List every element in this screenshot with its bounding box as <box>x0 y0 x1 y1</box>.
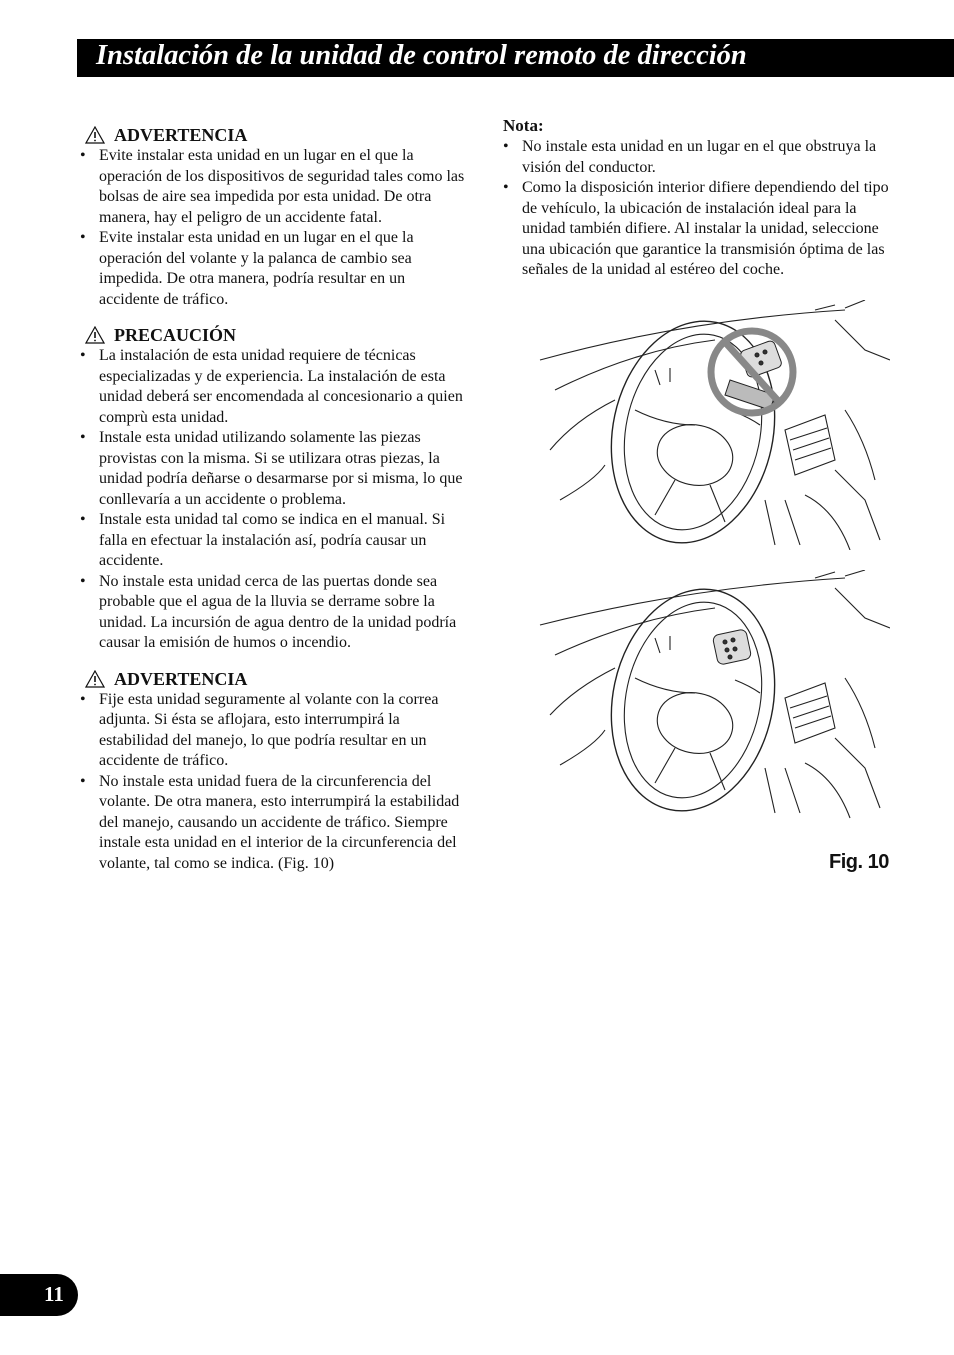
steering-wheel-incorrect-mount-illustration <box>535 300 890 550</box>
list-item: • Instale esta unidad utilizando solamente las piezas provistas con la misma. Si se utilizara otras piezas, la unidad podría deñarse o desarmarse por si misma, lo que conllevaría a un accidente o problema. <box>80 428 468 510</box>
page-number-tab <box>0 1274 78 1316</box>
list-item: • Fije esta unidad seguramente al volante con la correa adjunta. Si ésta se aflojara, esto interrumpirá la estabilidad del manejo, lo que podría resultar en un accidente de tráfico. <box>80 690 468 772</box>
warning-triangle-icon <box>85 326 105 344</box>
page-number: 11 <box>44 1282 64 1306</box>
section-advertencia-2 <box>80 668 468 875</box>
section-heading: ADVERTENCIA <box>114 125 248 145</box>
list-item: • No instale esta unidad en un lugar en el que obstruya la visión del conductor. <box>503 137 893 178</box>
list-item: • No instale esta unidad cerca de las puertas donde sea probable que el agua de la lluvia se derrame sobre la unidad. La incursión de agua dentro de la unidad podría causar la emisión de humos o incendio. <box>80 572 468 654</box>
list-item: • Como la disposición interior difiere dependiendo del tipo de vehículo, la ubicación de instalación ideal para la unidad también difiere. Al instalar la unidad, seleccione una ubicación que garantice la transmisión óptima de las señales de la unidad al estéreo del coche. <box>503 178 893 281</box>
right-column <box>503 116 893 281</box>
nota-title: Nota: <box>503 116 544 135</box>
list-item: • La instalación de esta unidad requiere de técnicas especializadas y de experiencia. La instalación de esta unidad deberá ser encomendada al concesionario a quien comprù esta unidad. <box>80 346 468 428</box>
list-item: • Evite instalar esta unidad en un lugar en el que la operación de los dispositivos de seguridad tales como las bolsas de aire sea impedida por esta unidad. De otra manera, hay el peligro de un accidente fatal. <box>80 146 468 228</box>
section-heading: PRECAUCIÓN <box>114 325 237 345</box>
section-heading: ADVERTENCIA <box>114 668 248 689</box>
section-advertencia-1 <box>80 124 468 310</box>
steering-wheel-correct-mount-illustration <box>535 570 890 825</box>
list-item: • Instale esta unidad tal como se indica en el manual. Si falla en efectuar la instalación así, podría causar un accidente. <box>80 510 468 572</box>
section-precaucion <box>80 324 468 654</box>
title-bar <box>77 39 954 77</box>
left-column <box>80 124 468 874</box>
warning-triangle-icon <box>85 670 105 688</box>
page-title: Instalación de la unidad de control remoto de dirección <box>96 40 747 71</box>
warning-triangle-icon <box>85 126 105 144</box>
list-item: • No instale esta unidad fuera de la circunferencia del volante. De otra manera, esto interrumpirá la estabilidad del manejo, causando un accidente de tráfico. Siempre instale esta unidad en el interior de la circunferencia del volante, tal como se indica. (Fig. 10) <box>80 772 468 875</box>
figure-10 <box>535 300 890 845</box>
figure-label: Fig. 10 <box>829 851 889 873</box>
list-item: • Evite instalar esta unidad en un lugar en el que la operación del volante y la palanca de cambio sea impedida. De otra manera, podría resultar en un accidente de tráfico. <box>80 228 468 310</box>
